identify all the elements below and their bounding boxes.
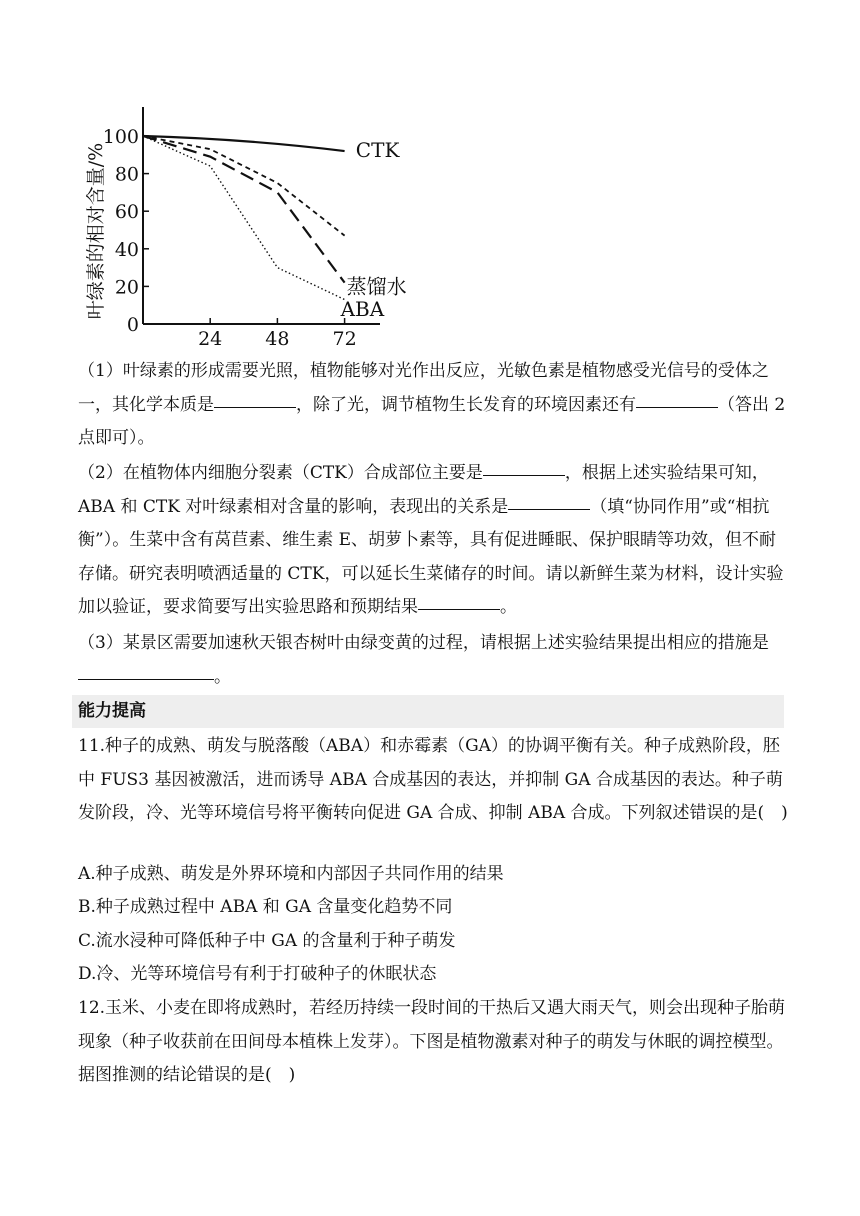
series-label: 蒸馏水 [346, 274, 407, 299]
question-2 [78, 457, 788, 625]
q2-text-c: （填“协同作用”或“相抗衡”）。生菜中含有莴苣素、维生素 E、胡萝卜素等，具有促进睡眠、保护眼睛等功效，但不耐存储。研究表明喷洒适量的 CTK，可以延长生菜储存的时间。请以新鲜生菜为材料，设计实验加以验证，要求简要写出实验思路和预期结果 [78, 496, 784, 617]
option-b[interactable]: B.种子成熟过程中 ABA 和 GA 含量变化趋势不同 [78, 897, 453, 917]
answer-blank[interactable] [78, 678, 214, 680]
y-tick-label: 100 [102, 126, 139, 148]
series-label: CTK [355, 138, 400, 163]
chlorophyll-line-chart [70, 95, 407, 355]
option-d[interactable]: D.冷、光等环境信号有利于打破种子的休眠状态 [78, 964, 437, 984]
y-tick-label: 40 [114, 238, 139, 261]
y-axis-label: 叶绿素的相对含量/% [85, 142, 107, 320]
x-tick-label: 48 [265, 328, 290, 350]
answer-blank[interactable] [214, 406, 296, 408]
question-11-stem: 11.种子的成熟、萌发与脱落酸（ABA）和赤霉素（GA）的协调平衡有关。种子成熟阶段，胚中 FUS3 基因被激活，进而诱导 ABA 合成基因的表达，并抑制 GA 合成基因的表达。种子萌发阶段，冷、光等环境信号将平衡转向促进 GA 合成、抑制 ABA 合成。下列叙述错误的是( ) [78, 736, 788, 823]
q2-text-d: 。 [500, 597, 517, 617]
answer-blank[interactable] [418, 608, 500, 610]
q3-text-a: （3）某景区需要加速秋天银杏树叶由绿变黄的过程，请根据上述实验结果提出相应的措施是 [78, 633, 769, 653]
question-3 [78, 627, 788, 694]
series-line-short-dash [143, 136, 345, 236]
y-tick-label: 0 [126, 314, 139, 336]
q3-text-b: 。 [214, 666, 231, 687]
series-label: ABA [340, 296, 385, 321]
x-tick-label: 72 [332, 328, 357, 350]
y-tick-label: 20 [114, 276, 139, 299]
y-tick-label: 60 [114, 201, 139, 224]
q2-text-b: ，根据上述实验结果可知，ABA 和 CTK 对叶绿素相对含量的影响，表现出的关系是 [78, 463, 769, 517]
x-tick-label: 24 [198, 328, 223, 350]
answer-blank[interactable] [508, 508, 590, 510]
q2-text-a: （2）在植物体内细胞分裂素（CTK）合成部位主要是 [78, 463, 483, 483]
question-12-stem: 12.玉米、小麦在即将成熟时，若经历持续一段时间的干热后又遇大雨天气，则会出现种子胎萌现象（种子收获前在田间母本植株上发芽）。下图是植物激素对种子的萌发与休眠的调控模型。据图推测的结论错误的是( ) [78, 998, 786, 1085]
answer-blank[interactable] [483, 474, 565, 476]
option-c[interactable]: C.流水浸种可降低种子中 GA 的含量利于种子萌发 [78, 931, 456, 951]
q1-text-a: （1）叶绿素的形成需要光照，植物能够对光作出反应，光敏色素是植物感受光信号的受体之一，其化学本质是 [78, 361, 769, 415]
series-line-long-dash [143, 136, 345, 283]
section-title: 能力提高 [78, 701, 146, 721]
answer-blank[interactable] [636, 406, 718, 408]
q1-text-b: ，除了光，调节植物生长发育的环境因素还有 [296, 394, 636, 415]
question-1 [78, 355, 788, 456]
y-tick-label: 80 [114, 163, 139, 186]
option-a[interactable]: A.种子成熟、萌发是外界环境和内部因子共同作用的结果 [78, 864, 504, 884]
series-line-dotted [143, 136, 345, 300]
q1-text-c: （答出 2 点即可）。 [78, 394, 786, 448]
section-header [72, 695, 784, 728]
